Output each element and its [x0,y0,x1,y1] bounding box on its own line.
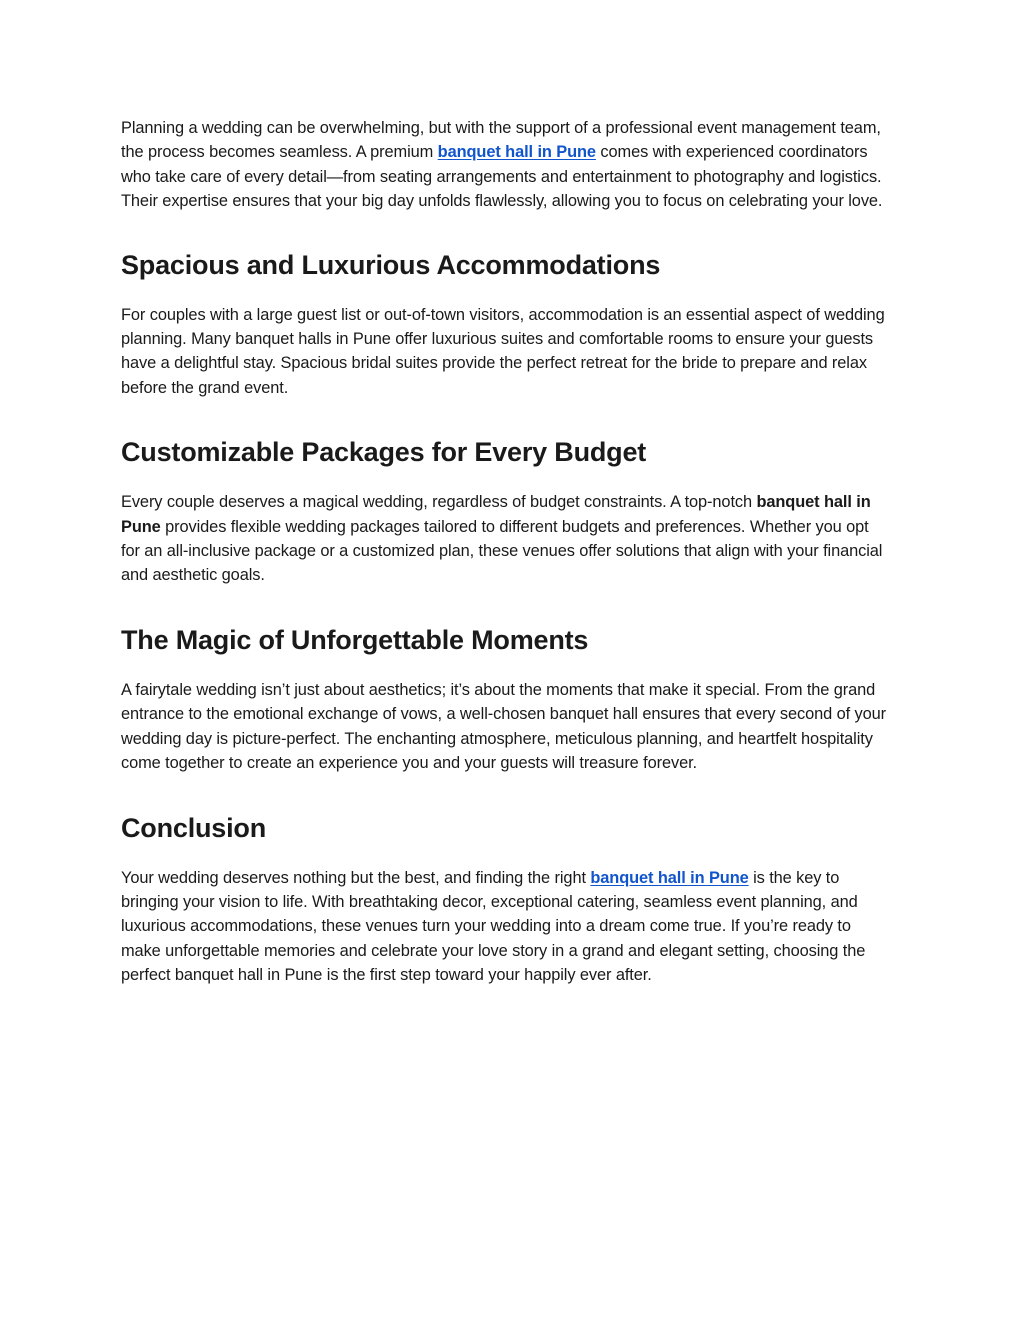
heading-packages: Customizable Packages for Every Budget [121,437,647,468]
packages-text-start: Every couple deserves a magical wedding, regardless of budget constraints. A top-notch [121,493,757,512]
packages-text-end: provides flexible wedding packages tailored to different budgets and preferences. Whether you opt for an all-inclusive package or a customized plan, these venues offer solutions that align with your financial and aesthetic goals. [121,517,883,585]
intro-paragraph [121,116,889,214]
paragraph-moments: A fairytale wedding isn’t just about aesthetics; it’s about the moments that make it special. From the grand entrance to the emotional exchange of vows, a well-chosen banquet hall ensures that every second of your wedding day is picture-perfect. The enchanting atmosphere, meticulous planning, and heartfelt hospitality come together to create an experience you and your guests will treasure forever. [121,680,886,773]
intro-text-end: comes with experienced coordinators who take care of every detail—from seating arrangements and entertainment to photography and logistics. Their expertise ensures that your big day unfolds flawlessly, allowing you to focus on celebrating your love. [121,143,883,211]
conclusion-text-end: is the key to bringing your vision to life. With breathtaking decor, exceptional catering, seamless event planning, and luxurious accommodations, these venues turn your wedding into a dream come true. If you’re ready to make unforgettable memories and celebrate your love story in a grand and elegant setting, choosing the perfect banquet hall in Pune is the first step toward your happily ever after. [121,868,866,985]
heading-accommodations: Spacious and Luxurious Accommodations [121,249,661,280]
paragraph-conclusion [121,866,889,988]
banquet-hall-link-intro[interactable]: banquet hall in Pune [437,143,596,162]
intro-text-start: Planning a wedding can be overwhelming, but with the support of a professional event management team, the process becomes seamless. A premium [121,119,881,162]
conclusion-text-start: Your wedding deserves nothing but the best, and finding the right [121,868,591,887]
paragraph-accommodations: For couples with a large guest list or out-of-town visitors, accommodation is an essential aspect of wedding planning. Many banquet halls in Pune offer luxurious suites and comfortable rooms to ensure your guests have a delightful stay. Spacious bridal suites provide the perfect retreat for the bride to prepare and relax before the grand event. [121,305,885,397]
banquet-hall-link-conclusion[interactable]: banquet hall in Pune [590,868,749,887]
heading-conclusion: Conclusion [121,812,266,843]
document-page [121,116,889,988]
heading-moments: The Magic of Unforgettable Moments [121,624,589,655]
banquet-hall-bold-text: banquet hall in Pune [121,493,871,536]
paragraph-packages [121,490,889,588]
